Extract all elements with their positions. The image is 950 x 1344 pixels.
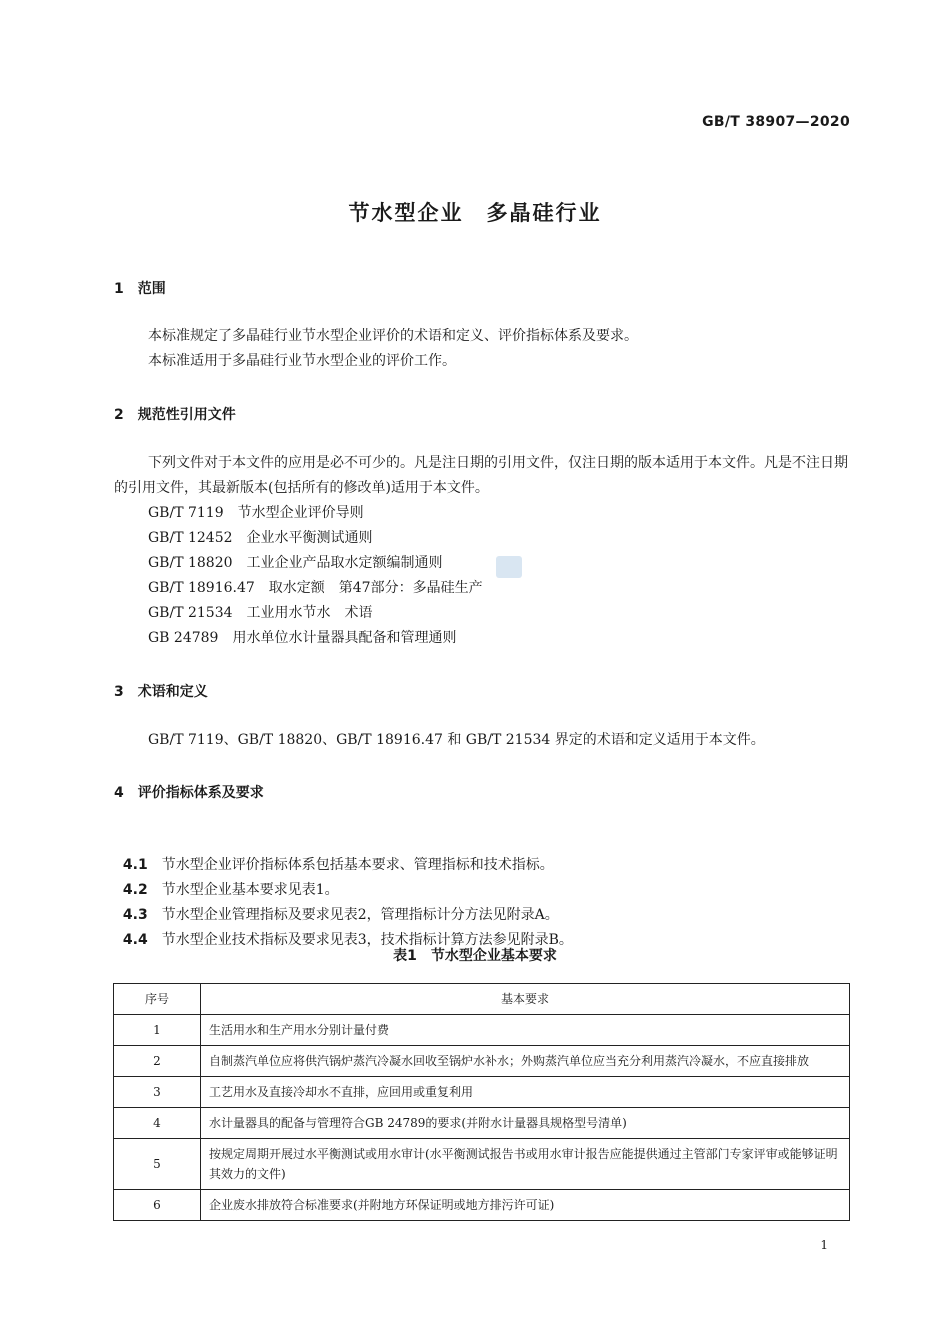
table-header-row — [114, 984, 850, 1015]
row-requirement: 自制蒸汽单位应将供汽锅炉蒸汽冷凝水回收至锅炉水补水；外购蒸汽单位应当充分利用蒸汽冷凝水，不应直接排放 — [201, 1046, 850, 1077]
reference-item: GB/T 12452 企业水平衡测试通则 — [148, 530, 373, 546]
row-number: 6 — [114, 1190, 201, 1221]
row-number: 3 — [114, 1077, 201, 1108]
section-heading-terms: 3 术语和定义 — [114, 684, 208, 700]
table-row — [114, 1015, 850, 1046]
reference-item: GB 24789 用水单位水计量器具配备和管理通则 — [148, 630, 457, 646]
basic-requirements-table — [113, 983, 850, 1221]
table-row — [114, 1046, 850, 1077]
table-row — [114, 1139, 850, 1190]
watermark-stamp — [496, 556, 522, 578]
row-requirement: 企业废水排放符合标准要求(并附地方环保证明或地方排污许可证) — [201, 1190, 850, 1221]
row-number: 1 — [114, 1015, 201, 1046]
reference-item: GB/T 21534 工业用水节水 术语 — [148, 605, 373, 621]
standard-code: GB/T 38907—2020 — [702, 114, 850, 130]
clause-text: 节水型企业评价指标体系包括基本要求、管理指标和技术指标。 — [161, 857, 554, 873]
clause-number: 4.4 — [122, 932, 148, 948]
row-number: 4 — [114, 1108, 201, 1139]
table-title: 表1 节水型企业基本要求 — [393, 948, 557, 964]
section-heading-evaluation: 4 评价指标体系及要求 — [114, 785, 264, 801]
row-requirement: 按规定周期开展过水平衡测试或用水审计(水平衡测试报告书或用水审计报告应能提供通过主管部门专家评审或能够证明其效力的文件) — [201, 1139, 850, 1190]
row-requirement: 工艺用水及直接冷却水不直排，应回用或重复利用 — [201, 1077, 850, 1108]
row-number: 2 — [114, 1046, 201, 1077]
row-number: 5 — [114, 1139, 201, 1190]
row-requirement: 水计量器具的配备与管理符合GB 24789的要求(并附水计量器具规格型号清单) — [201, 1108, 850, 1139]
scope-paragraph-2: 本标准适用于多晶硅行业节水型企业的评价工作。 — [148, 353, 456, 369]
references-intro: 下列文件对于本文件的应用是必不可少的。凡是注日期的引用文件，仅注日期的版本适用于本文件。凡是不注日期的引用文件，其最新版本(包括所有的修改单)适用于本文件。 — [114, 455, 848, 496]
scope-paragraph-1: 本标准规定了多晶硅行业节水型企业评价的术语和定义、评价指标体系及要求。 — [148, 328, 638, 344]
table-row — [114, 1190, 850, 1221]
table-row — [114, 1108, 850, 1139]
row-requirement: 生活用水和生产用水分别计量付费 — [201, 1015, 850, 1046]
column-header-requirement: 基本要求 — [201, 984, 850, 1015]
clause-number: 4.2 — [122, 882, 148, 898]
table-row — [114, 1077, 850, 1108]
section-heading-scope: 1 范围 — [114, 281, 166, 297]
clause-number: 4.3 — [122, 907, 148, 923]
page-number: 1 — [820, 1238, 828, 1252]
terms-paragraph: GB/T 7119、GB/T 18820、GB/T 18916.47 和 GB/T 21534 界定的术语和定义适用于本文件。 — [148, 732, 765, 748]
reference-item: GB/T 18916.47 取水定额 第47部分：多晶硅生产 — [148, 580, 483, 596]
reference-item: GB/T 18820 工业企业产品取水定额编制通则 — [148, 555, 443, 571]
section-heading-references: 2 规范性引用文件 — [114, 407, 236, 423]
clause-text: 节水型企业技术指标及要求见表3，技术指标计算方法参见附录B。 — [161, 932, 573, 948]
clause-text: 节水型企业基本要求见表1。 — [161, 882, 339, 898]
clause-number: 4.1 — [122, 857, 148, 873]
clause-text: 节水型企业管理指标及要求见表2，管理指标计分方法见附录A。 — [161, 907, 559, 923]
reference-item: GB/T 7119 节水型企业评价导则 — [148, 505, 364, 521]
column-header-number: 序号 — [114, 984, 201, 1015]
document-title: 节水型企业 多晶硅行业 — [348, 201, 602, 225]
